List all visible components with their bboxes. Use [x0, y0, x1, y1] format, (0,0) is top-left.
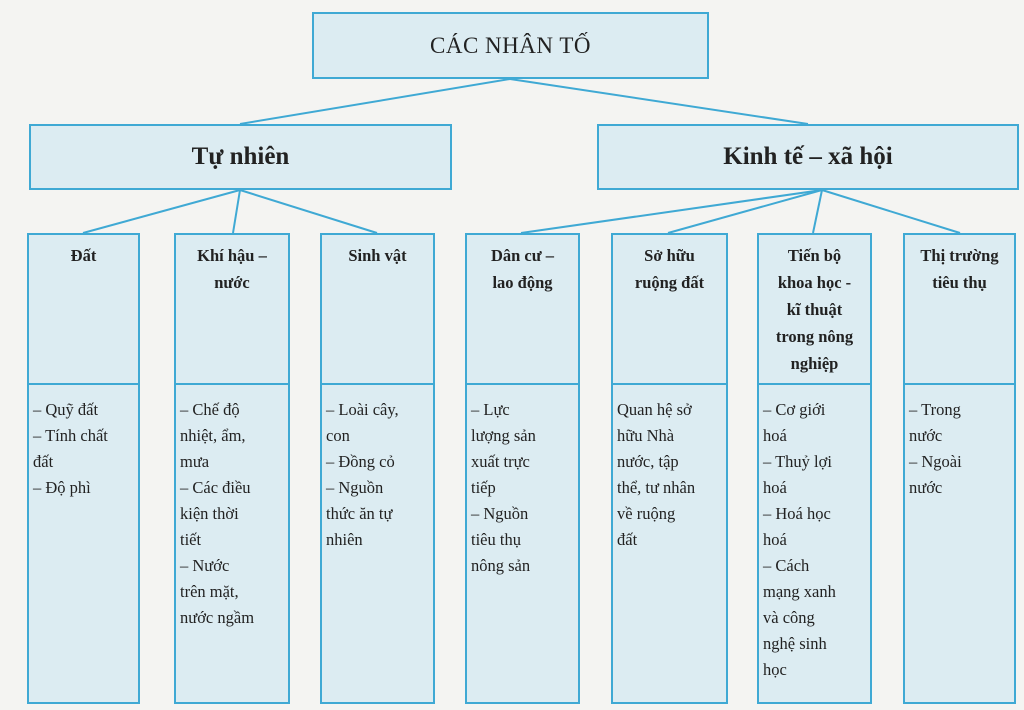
connector-nat-f0	[83, 190, 240, 233]
factor-box-dan-cu	[465, 233, 580, 704]
item-line: – Thuỷ lợi	[763, 452, 832, 471]
title-line: nghiệp	[790, 354, 839, 373]
item-line: thức ăn tự	[326, 504, 393, 523]
item-line: tiếp	[471, 478, 496, 497]
title-line: tiêu thụ	[932, 273, 987, 292]
factor-title	[613, 235, 726, 385]
item-line: – Quỹ đất	[33, 400, 99, 419]
item-line: nhiên	[326, 530, 363, 549]
title-line: Thị trường	[920, 246, 999, 265]
factor-title	[467, 235, 578, 385]
factor-box-sinh-vat	[320, 233, 435, 704]
factor-title	[29, 235, 138, 385]
item-line: – Cách	[763, 556, 810, 575]
item-line: – Độ phì	[33, 478, 91, 497]
item-line: con	[326, 426, 350, 445]
connector-root-eco	[510, 79, 808, 124]
item-line: nhiệt, ẩm,	[180, 426, 246, 445]
title-line: trong nông	[775, 327, 854, 346]
item-line: hoá	[763, 478, 787, 497]
title-line: ruộng đất	[634, 273, 705, 292]
factor-box-khi-hau	[174, 233, 290, 704]
title-line: Dân cư –	[490, 246, 555, 265]
connector-nat-f2	[240, 190, 377, 233]
item-line: nước, tập	[617, 452, 679, 471]
item-line: – Ngoài	[909, 452, 962, 471]
item-line: – Nguồn	[326, 478, 384, 497]
factor-box-thi-truong	[903, 233, 1016, 704]
item-line: lượng sản	[471, 426, 536, 445]
item-line: – Đồng cỏ	[326, 452, 395, 471]
factor-items	[176, 385, 288, 702]
category-natural-box	[29, 124, 452, 190]
title-line: Khí hậu –	[197, 246, 267, 265]
item-line: nghệ sinh	[763, 634, 827, 653]
connector-nat-f1	[233, 190, 240, 233]
item-line: và công	[763, 608, 815, 627]
item-line: mưa	[180, 452, 210, 471]
factor-box-tien-bo	[757, 233, 872, 704]
item-line: nước ngầm	[180, 608, 255, 627]
item-line: – Nước	[180, 556, 230, 575]
item-line: – Các điều	[180, 478, 251, 497]
item-line: – Tính chất	[33, 426, 108, 445]
item-line: mạng xanh	[763, 582, 836, 601]
factor-box-so-huu	[611, 233, 728, 704]
factor-title	[322, 235, 433, 385]
item-line: về ruộng	[617, 504, 676, 523]
item-line: tiết	[180, 530, 202, 549]
item-line: hoá	[763, 530, 787, 549]
factor-title	[176, 235, 288, 385]
connector-root-nat	[240, 79, 510, 124]
title-line: khoa học -	[777, 273, 852, 292]
item-line: nước	[909, 426, 943, 445]
item-line: – Chế độ	[180, 400, 240, 419]
category-natural-label: Tự nhiên	[191, 143, 290, 170]
category-socioeconomic-box	[597, 124, 1019, 190]
item-line: tiêu thụ	[471, 530, 521, 549]
title-line: Sở hữu	[644, 246, 695, 265]
item-line: xuất trực	[471, 452, 530, 471]
item-line: nước	[909, 478, 943, 497]
factor-title	[905, 235, 1014, 385]
root-label: CÁC NHÂN TỐ	[430, 32, 591, 58]
title-line: kĩ thuật	[786, 300, 843, 319]
item-line: đất	[33, 452, 54, 471]
item-line: – Nguồn	[471, 504, 529, 523]
item-line: thể, tư nhân	[617, 478, 696, 497]
title-line: Sinh vật	[348, 246, 407, 265]
item-line: – Hoá học	[763, 504, 831, 523]
factor-items	[467, 385, 578, 702]
item-line: – Loài cây,	[326, 400, 399, 419]
item-line: – Trong	[909, 400, 961, 419]
title-line: lao động	[492, 273, 553, 292]
factor-title	[759, 235, 870, 385]
factor-box-dat	[27, 233, 140, 704]
item-line: Quan hệ sở	[617, 400, 692, 419]
title-line: nước	[214, 273, 250, 292]
factor-items	[29, 385, 138, 702]
item-line: đất	[617, 530, 638, 549]
item-line: học	[763, 660, 787, 679]
factor-items	[759, 385, 870, 702]
connector-eco-f5	[813, 190, 822, 233]
item-line: kiện thời	[180, 504, 239, 523]
item-line: nông sản	[471, 556, 531, 575]
item-line: hoá	[763, 426, 787, 445]
item-line: hữu Nhà	[617, 426, 675, 445]
item-line: trên mặt,	[180, 582, 239, 601]
category-socioeconomic-label: Kinh tế – xã hội	[723, 143, 893, 170]
item-line: – Cơ giới	[763, 400, 826, 419]
connector-eco-f3	[521, 190, 822, 233]
connector-eco-f4	[668, 190, 822, 233]
title-line: Tiến bộ	[787, 246, 842, 265]
connector-eco-f6	[822, 190, 960, 233]
root-box	[312, 12, 709, 79]
item-line: – Lực	[471, 400, 510, 419]
factor-items	[905, 385, 1014, 702]
factor-items	[322, 385, 433, 702]
title-line: Đất	[70, 246, 97, 265]
factor-items	[613, 385, 726, 702]
